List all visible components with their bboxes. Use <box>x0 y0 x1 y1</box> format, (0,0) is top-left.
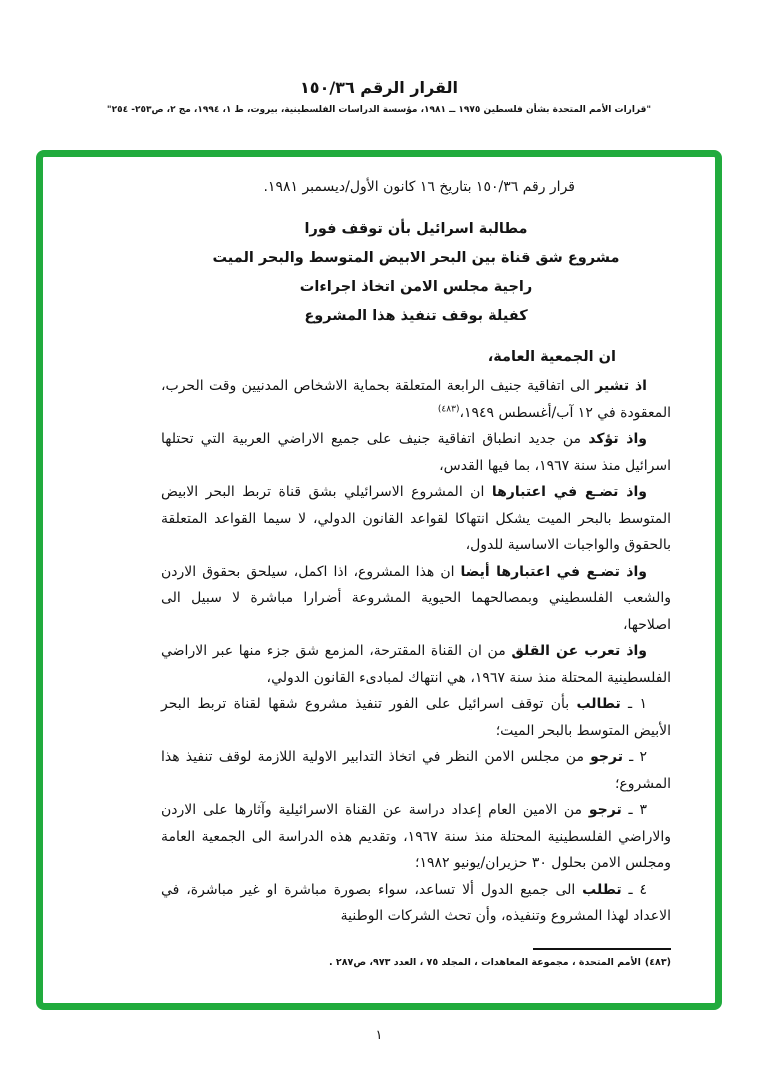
paragraph-lead: واذ تضـع في اعتبارها <box>491 484 647 500</box>
preamble-opening: ان الجمعية العامة، <box>487 349 616 365</box>
paragraph-text: من ان القناة المقترحة، المزمع شق جزء منها عبر الاراضي الفلسطينية المحتلة منذ سنة ١٩٦٧، هي انتهاك لمبادىء القانون الدولي، <box>161 643 671 686</box>
paragraph-text: من جديد انطباق اتفاقية جنيف على جميع الاراضي العربية التي تحتلها اسرائيل منذ سنة ١٩٦٧، بما فيها القدس، <box>161 431 671 474</box>
operative-paragraph <box>161 744 671 797</box>
item-number: ٤ ـ <box>621 881 647 898</box>
paragraph-lead: ترجو <box>590 749 623 765</box>
resolution-heading-line: راجية مجلس الامن اتخاذ اجراءات <box>299 279 533 295</box>
item-number: ٢ ـ <box>622 749 647 765</box>
resolution-heading-line: كفيلة بوقف تنفيذ هذا المشروع <box>304 308 528 324</box>
source-citation: "قرارات الأمم المتحدة بشأن فلسطين ١٩٧٥ ــ ١٩٨١، مؤسسة الدراسات الفلسطينية، بيروت، ط ١، ١٩٩٤، مج ٢، ص٢٥٣- ٢٥٤" <box>106 105 652 115</box>
item-number: ٣ ـ <box>621 802 647 818</box>
resolution-heading-line: مشروع شق قناة بين البحر الابيض المتوسط والبحر الميت <box>212 250 620 266</box>
paragraph-text: من مجلس الامن النظر في اتخاذ التدابير الاولية اللازمة لوقف تنفيذ هذا المشروع؛ <box>161 749 671 792</box>
operative-paragraph <box>161 691 671 744</box>
paragraph-text: الى جميع الدول ألا تساعد، سواء بصورة مباشرة او غير مباشرة، في الاعداد لهذا المشروع وتنفيذه، وأن تحث الشركات الوطنية <box>161 881 671 924</box>
paragraph-lead: واذ تضـع في اعتبارها أيضا <box>460 563 647 580</box>
footnote <box>161 957 671 968</box>
footnote-marker: (٤٨٣) <box>644 956 671 968</box>
preamble-paragraph <box>161 638 671 691</box>
page-title: القرار الرقم ١٥٠/٣٦ <box>300 78 458 97</box>
paragraph-text: ان هذا المشروع، اذا اكمل، سيلحق بحقوق الاردن والشعب الفلسطيني وبمصالحهما الحيوية المشروعة أضرارا مباشرة لا سبيل الى اصلاحها، <box>161 563 671 633</box>
preamble-paragraph <box>161 373 671 426</box>
operative-paragraph <box>161 797 671 877</box>
preamble-paragraph <box>161 559 671 639</box>
footnote-separator <box>533 948 671 950</box>
resolution-heading-line: مطالبة اسرائيل بأن توقف فورا <box>304 221 528 237</box>
page-number: ١ <box>375 1028 383 1043</box>
preamble-paragraph <box>161 479 671 559</box>
paragraph-text: ان المشروع الاسرائيلي بشق قناة تربط البحر الابيض المتوسط بالبحر الميت يشكل انتهاكا لقواعد القانون الدولي، لا سيما القواعد المتعلقة بالحقوق والواجبات الاساسية للدول، <box>161 484 671 553</box>
paragraph-text: بأن توقف اسرائيل على الفور تنفيذ مشروع شقها لقناة تربط البحر الأبيض المتوسط بالبحر الميت؛ <box>161 696 671 739</box>
item-number: ١ ـ <box>620 696 647 712</box>
paragraph-lead: ترجو <box>588 802 622 818</box>
paragraph-text: من الامين العام إعداد دراسة عن القناة الاسرائيلية وآثارها على الاردن والاراضي الفلسطينية المحتلة منذ سنة ١٩٦٧، وتقديم هذه الدراسة الى الجمعية العامة ومجلس الامن بحلول ٣٠ حزيران/يونيو ١٩٨٢؛ <box>161 802 671 871</box>
page-header <box>0 78 758 115</box>
footnote-text: الأمم المتحدة ، مجموعة المعاهدات ، المجلد ٧٥ ، العدد ٩٧٣، ص٢٨٧ . <box>329 956 641 968</box>
footnote-reference: (٤٨٣) <box>437 403 460 414</box>
operative-paragraph <box>161 877 671 930</box>
paragraph-lead: تطلب <box>582 881 622 898</box>
paragraph-lead: واذ تعرب عن القلق <box>511 643 648 659</box>
paragraph-lead: تطالب <box>576 696 621 712</box>
document-frame <box>36 150 722 1010</box>
resolution-number-line: قرار رقم ١٥٠/٣٦ بتاريخ ١٦ كانون الأول/ديسمبر ١٩٨١. <box>263 179 575 195</box>
paragraph-text: الى اتفاقية جنيف الرابعة المتعلقة بحماية الاشخاص المدنيين وقت الحرب، المعقودة في ١٢ آب/أغسطس ١٩٤٩، <box>161 378 671 421</box>
footnote-area <box>161 948 671 968</box>
paragraph-lead: واذ تؤكد <box>588 431 647 447</box>
paragraph-lead: اذ تشير <box>595 378 647 394</box>
preamble-paragraph <box>161 426 671 479</box>
